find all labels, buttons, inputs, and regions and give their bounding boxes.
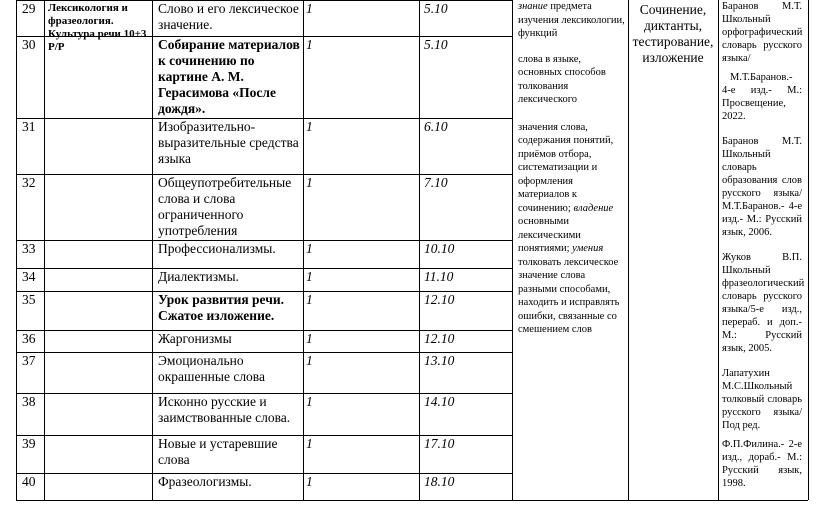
column-border	[16, 0, 17, 500]
hours-count: 1	[306, 175, 313, 190]
column-border	[303, 0, 304, 500]
desc-paragraph: значения слова, содержания понятий, приёмов отбора, систематизации и оформления материалов к сочинению; владение основными лексическими понятиями; умения толковать лексическое значение слова разными способами, находить и исправлять ошибки, связанные со смешением слов	[518, 121, 620, 335]
lesson-topic: Эмоционально окрашенные слова	[158, 353, 265, 384]
lesson-date: 18.10	[424, 474, 455, 489]
lesson-number: 39	[22, 436, 36, 451]
hours-count: 1	[306, 394, 313, 409]
control-forms: Сочинение, диктанты, тестирование, изложение	[632, 2, 714, 65]
hours-count: 1	[306, 331, 313, 346]
lesson-number: 35	[22, 292, 36, 307]
hours-count: 1	[306, 1, 313, 16]
lesson-date: 5.10	[424, 1, 448, 16]
hours-count: 1	[306, 436, 313, 451]
lesson-topic: Урок развития речи. Сжатое изложение.	[158, 292, 284, 323]
lesson-number: 33	[22, 241, 36, 256]
lesson-date: 5.10	[424, 37, 448, 52]
hours-count: 1	[306, 292, 313, 307]
lesson-number: 38	[22, 394, 36, 409]
lesson-description	[518, 0, 626, 337]
lesson-date: 11.10	[424, 269, 454, 284]
hours-count: 1	[306, 241, 313, 256]
desc-italic-term: умения	[572, 243, 604, 254]
lesson-topic: Профессионализмы.	[158, 241, 276, 256]
hours-count: 1	[306, 353, 313, 368]
column-border	[44, 0, 45, 500]
lesson-date: 10.10	[424, 241, 455, 256]
lesson-date: 13.10	[424, 353, 455, 368]
lesson-number: 34	[22, 269, 36, 284]
lesson-number: 32	[22, 175, 36, 190]
literature-item: М.Т.Баранов.- 4-е изд.- М.: Просвещение, 2022.	[722, 72, 802, 122]
lesson-topic: Исконно русские и заимствованные слова.	[158, 394, 291, 425]
lesson-topic: Слово и его лексическое значение.	[158, 1, 299, 32]
lesson-date: 7.10	[424, 175, 448, 190]
lesson-topic: Изобразительно-выразительные средства языка	[158, 119, 299, 166]
lesson-date: 12.10	[424, 292, 455, 307]
hours-count: 1	[306, 474, 313, 489]
column-border	[628, 0, 629, 500]
literature-item: Ф.П.Филина.- 2-е изд., дораб.- М.: Русский язык, 1998.	[722, 439, 802, 489]
lesson-number: 31	[22, 119, 36, 134]
desc-paragraph: знание предмета изучения лексикологии, функций	[518, 1, 625, 39]
lesson-number: 37	[22, 353, 36, 368]
lesson-date: 14.10	[424, 394, 455, 409]
literature-item: Жуков В.П. Школьный фразеологический словарь русского языка/5-е изд., перераб. и доп.- М.: Русский язык, 2005.	[722, 252, 805, 354]
lesson-date: 6.10	[424, 119, 448, 134]
hours-count: 1	[306, 269, 313, 284]
lesson-number: 40	[22, 474, 36, 489]
lesson-topic: Жаргонизмы	[158, 331, 232, 346]
lesson-topic: Собирание материалов к сочинению по картине А. М. Герасимова «После дождя».	[158, 37, 300, 116]
hours-count: 1	[306, 119, 313, 134]
column-border	[808, 0, 809, 500]
literature-list	[722, 0, 805, 502]
desc-paragraph: слова в языке, основных способов толкования лексического	[518, 53, 606, 105]
hours-count: 1	[306, 37, 313, 52]
lesson-date: 12.10	[424, 331, 455, 346]
desc-italic-term: знание	[518, 1, 548, 12]
lesson-topic: Новые и устаревшие слова	[158, 436, 278, 467]
literature-item: Баранов М.Т. Школьный словарь образования слов русского языка/М.Т.Баранов.- 4-е изд.- М.: Русский язык, 2006.	[722, 136, 802, 238]
column-border	[718, 0, 719, 500]
column-border	[512, 0, 513, 500]
lesson-number: 29	[22, 1, 36, 16]
section-title: Лексикология и фразеология. Культура речи 10+3 Р/Р	[48, 2, 147, 53]
lesson-number: 36	[22, 331, 36, 346]
column-border	[152, 0, 153, 500]
lesson-date: 17.10	[424, 436, 455, 451]
desc-italic-term: владение	[573, 202, 614, 214]
lesson-topic: Диалектизмы.	[158, 269, 239, 284]
literature-item: Баранов М.Т. Школьный орфографический словарь русского языка/	[722, 1, 803, 64]
literature-item: Лапатухин М.С.Школьный толковый словарь русского языка/ Под ред.	[722, 368, 802, 431]
column-border	[419, 0, 420, 500]
row-border	[16, 500, 512, 501]
lesson-topic: Общеупотребительные слова и слова ограниченного употребления	[158, 175, 292, 238]
lesson-topic: Фразеологизмы.	[158, 474, 252, 489]
lesson-number: 30	[22, 37, 36, 52]
